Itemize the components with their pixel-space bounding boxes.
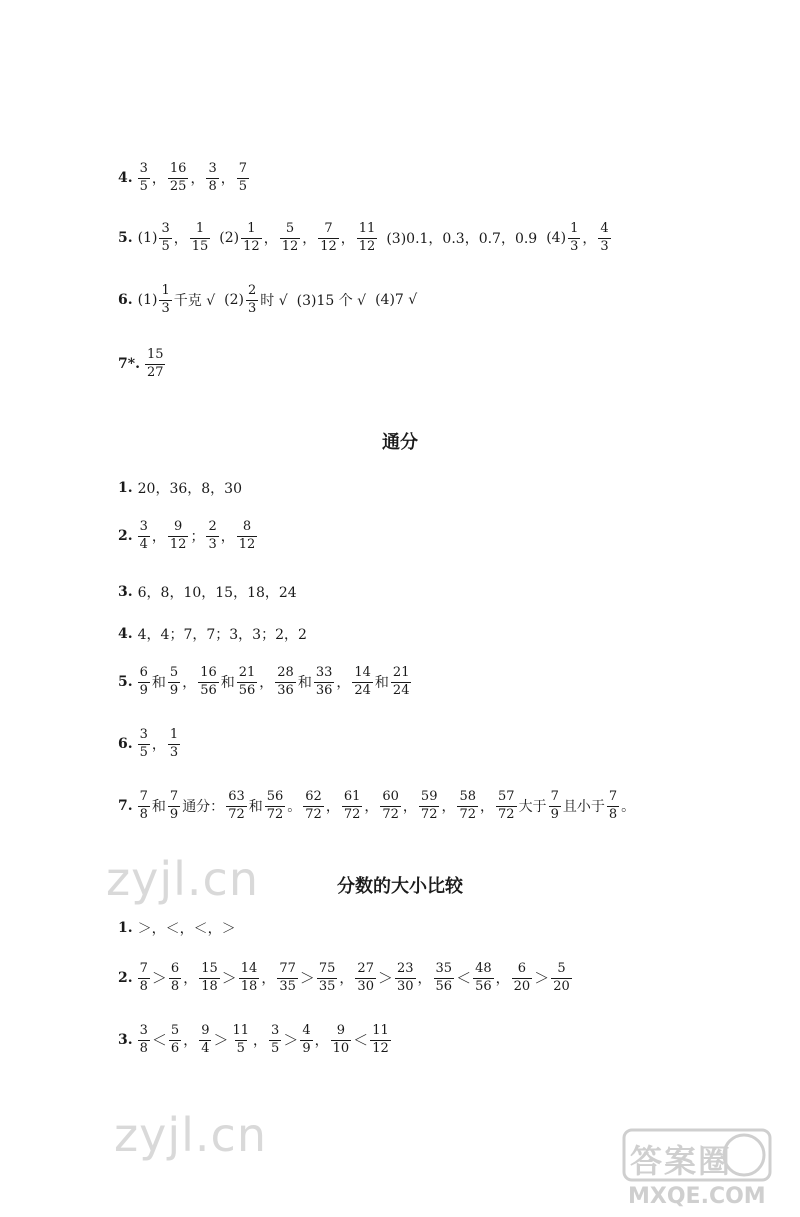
comparison-sign: ＞	[221, 969, 237, 988]
fraction: $\frac{6}{20}$	[513, 961, 531, 994]
fraction: $\frac{2}{3}$	[208, 519, 217, 552]
fraction: $\frac{11}{12}$	[372, 1023, 389, 1056]
section-title-tongfen: 通分	[382, 432, 418, 453]
tongfen-line-1: 1. 20，36，8，30	[118, 480, 242, 497]
fraction: $\frac{3}{5}$	[161, 221, 170, 254]
comparison-sign: ＞	[213, 1031, 229, 1050]
compare-line-3: 3. $\frac{3}{8}$ ＜ $\frac{5}{6}$ ， $\frac{9}{4}$ ＞ $\frac{11}{5}$ ， $\frac{3}{5}$ ＞ $\frac{4}{9}$ ， $\frac{9}{10}$ ＜ $\frac{11}{12}$	[118, 1023, 389, 1056]
fraction: $\frac{56}{72}$	[266, 789, 284, 822]
fraction: $\frac{35}{56}$	[435, 961, 453, 994]
fraction: $\frac{5}{9}$	[169, 665, 179, 698]
fraction: $\frac{15}{18}$	[201, 961, 218, 994]
watermark-text: zyjl.cn	[106, 852, 259, 906]
fraction: $\frac{4}{9}$	[302, 1023, 311, 1056]
fraction: $\frac{7}{8}$	[139, 789, 148, 822]
comparison-sign: ＞	[151, 969, 167, 988]
fraction: $\frac{1}{15}$	[191, 221, 209, 254]
fraction: $\frac{5}{12}$	[281, 221, 299, 254]
answer-line-7: 7*. $\frac{15}{27}$	[118, 347, 164, 380]
fraction: $\frac{28}{36}$	[277, 665, 294, 698]
comparison-sign: ＞	[534, 969, 550, 988]
fraction: $\frac{62}{72}$	[305, 789, 322, 822]
comparison-sign: ＜	[151, 1031, 167, 1050]
stamp-title: 答案圈	[630, 1142, 733, 1180]
fraction: $\frac{11}{12}$	[358, 221, 376, 254]
fraction: $\frac{7}{5}$	[238, 161, 248, 194]
comparison-sign: ＞	[283, 1031, 299, 1050]
fraction: $\frac{3}{5}$	[139, 161, 148, 194]
fraction: $\frac{75}{35}$	[318, 961, 336, 994]
fraction: $\frac{3}{5}$	[139, 727, 148, 760]
fraction: $\frac{1}{3}$	[169, 727, 179, 760]
fraction: $\frac{33}{36}$	[315, 665, 333, 698]
fraction: $\frac{2}{3}$	[247, 283, 257, 316]
compare-line-2: 2. $\frac{7}{8}$ ＞ $\frac{6}{8}$ ， $\frac{15}{18}$ ＞ $\frac{14}{18}$ ， $\frac{77}{35}$ ＞ $\frac{75}{35}$ ， $\frac{27}{30}$ ＞ $\frac{23}{30}$ ， $\frac{35}{56}$ ＜ $\frac{48}{56}$ ， $\frac{6}{20}$ ＞ $\frac{5}{20}$	[118, 961, 570, 994]
stamp-url: MXQE.COM	[628, 1184, 766, 1209]
fraction: $\frac{59}{72}$	[420, 789, 438, 822]
fraction: $\frac{21}{56}$	[238, 665, 256, 698]
fraction: $\frac{16}{56}$	[200, 665, 217, 698]
answer-line-6: 6. (1) $\frac{1}{3}$ 千克 √ (2) $\frac{2}{3}$ 时 √ (3)15 个 √ (4)7 √	[118, 283, 418, 316]
answer-line-5: 5. (1) $\frac{3}{5}$ ， $\frac{1}{15}$ (2) $\frac{1}{12}$ ， $\frac{5}{12}$ ， $\frac{7}{12}$ ， $\frac{11}{12}$ (3)0.1，0.3，0.7，0.9 (4) $\frac{1}{3}$ ， $\frac{4}{3}$	[118, 221, 609, 254]
fraction: $\frac{15}{27}$	[146, 347, 164, 380]
fraction: $\frac{21}{24}$	[392, 665, 410, 698]
comparison-sign: ＜	[353, 1031, 369, 1050]
fraction: $\frac{8}{12}$	[238, 519, 256, 552]
fraction: $\frac{7}{8}$	[608, 789, 618, 822]
fraction: $\frac{48}{56}$	[475, 961, 492, 994]
fraction: $\frac{4}{3}$	[600, 221, 609, 254]
fraction: $\frac{1}{3}$	[570, 221, 579, 254]
fraction: $\frac{11}{5}$	[232, 1023, 250, 1056]
fraction: $\frac{58}{72}$	[459, 789, 477, 822]
fraction: $\frac{27}{30}$	[357, 961, 374, 994]
fraction: $\frac{14}{24}$	[354, 665, 371, 698]
fraction: $\frac{3}{4}$	[139, 519, 148, 552]
tongfen-line-3: 3. 6，8，10，15，18，24	[118, 584, 297, 601]
fraction: $\frac{57}{72}$	[498, 789, 515, 822]
fraction: $\frac{6}{8}$	[170, 961, 180, 994]
fraction: $\frac{23}{30}$	[396, 961, 414, 994]
fraction: $\frac{9}{12}$	[169, 519, 187, 552]
fraction: $\frac{14}{18}$	[240, 961, 258, 994]
fraction: $\frac{60}{72}$	[382, 789, 399, 822]
answer-line-4: 4. $\frac{3}{5}$ ， $\frac{16}{25}$ ， $\frac{3}{8}$ ， $\frac{7}{5}$	[118, 161, 248, 194]
fraction: $\frac{3}{8}$	[139, 1023, 148, 1056]
fraction: $\frac{16}{25}$	[169, 161, 187, 194]
section-title-compare: 分数的大小比较	[337, 876, 463, 897]
tongfen-line-4: 4. 4，4；7，7；3，3；2，2	[118, 626, 307, 643]
tongfen-line-2: 2. $\frac{3}{4}$ ， $\frac{9}{12}$ ； $\frac{2}{3}$ ， $\frac{8}{12}$	[118, 519, 256, 552]
fraction: $\frac{7}{8}$	[139, 961, 148, 994]
fraction: $\frac{9}{10}$	[332, 1023, 350, 1056]
answer-stamp-logo	[622, 1128, 772, 1212]
watermark-text: zyjl.cn	[114, 1108, 267, 1162]
fraction: $\frac{1}{3}$	[161, 283, 170, 316]
fraction: $\frac{7}{9}$	[550, 789, 559, 822]
fraction: $\frac{6}{9}$	[139, 665, 148, 698]
fraction: $\frac{63}{72}$	[228, 789, 245, 822]
tongfen-line-5: 5. $\frac{6}{9}$ 和 $\frac{5}{9}$ ， $\frac{16}{56}$ 和 $\frac{21}{56}$ ， $\frac{28}{36}$ 和 $\frac{33}{36}$ ， $\frac{14}{24}$ 和 $\frac{21}{24}$	[118, 665, 410, 698]
fraction: $\frac{7}{12}$	[320, 221, 337, 254]
fraction: $\frac{5}{6}$	[170, 1023, 180, 1056]
fraction: $\frac{3}{8}$	[208, 161, 217, 194]
tongfen-line-7: 7. $\frac{7}{8}$ 和 $\frac{7}{9}$ 通分： $\frac{63}{72}$ 和 $\frac{56}{72}$ 。 $\frac{62}{72}$ ， $\frac{61}{72}$ ， $\frac{60}{72}$ ， $\frac{59}{72}$ ， $\frac{58}{72}$ ， $\frac{57}{72}$ 大于 $\frac{7}{9}$ 且小于 $\frac{7}{8}$ 。	[118, 789, 636, 822]
fraction: $\frac{1}{12}$	[243, 221, 260, 254]
fraction: $\frac{5}{20}$	[553, 961, 570, 994]
fraction: $\frac{7}{9}$	[169, 789, 179, 822]
fraction: $\frac{77}{35}$	[279, 961, 296, 994]
fraction: $\frac{61}{72}$	[343, 789, 361, 822]
comparison-sign: ＜	[456, 969, 472, 988]
fraction: $\frac{9}{4}$	[201, 1023, 210, 1056]
tongfen-line-6: 6. $\frac{3}{5}$ ， $\frac{1}{3}$	[118, 727, 179, 760]
comparison-sign: ＞	[299, 969, 315, 988]
comparison-sign: ＞	[377, 969, 393, 988]
fraction: $\frac{3}{5}$	[271, 1023, 280, 1056]
compare-line-1: 1. ＞，＜，＜，＞	[118, 920, 236, 937]
